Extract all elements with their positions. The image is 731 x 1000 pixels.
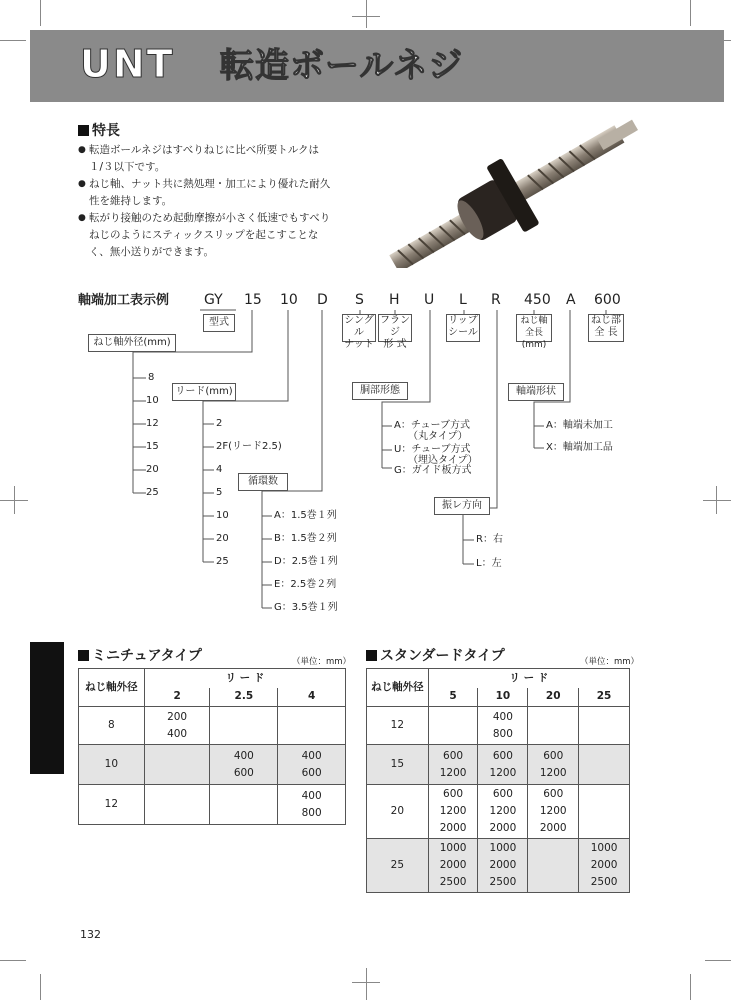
mini-cell: 400 600 [278, 745, 346, 785]
mini-cell [278, 707, 346, 745]
mini-cell [210, 785, 278, 825]
single-nut-label: シングル ナット [342, 314, 376, 342]
standard-lead: 25 [579, 688, 630, 707]
code-seal: L [459, 292, 467, 308]
standard-cell: 600 1200 [478, 745, 528, 785]
end-option: A：軸端未加工 [546, 420, 613, 431]
standard-cell [579, 785, 630, 839]
mini-cell [144, 785, 210, 825]
code-lead: 10 [280, 292, 298, 308]
circuits-option: B：1.5巻２列 [274, 533, 337, 544]
code-shaft-length: 450 [524, 292, 551, 308]
standard-cell: 600 1200 [528, 745, 579, 785]
standard-cell: 600 1200 [428, 745, 478, 785]
total-length-label: ねじ部 全 長 [588, 314, 624, 342]
mini-cell [210, 707, 278, 745]
features-heading: 特長 [78, 122, 120, 140]
code-body: U [424, 292, 435, 308]
mini-diameter: 10 [79, 745, 145, 785]
standard-unit: （単位：mm） [580, 657, 640, 667]
mini-lead-header: リ ー ド [144, 669, 345, 688]
end-option: X：軸端加工品 [546, 442, 613, 453]
body-option: A：チューブ方式 [394, 420, 471, 431]
standard-cell [579, 707, 630, 745]
mini-diameter: 12 [79, 785, 145, 825]
lead-option: 10 [216, 510, 229, 521]
hand-option: L：左 [476, 558, 502, 569]
brand-logo: UNT [80, 42, 175, 86]
body-option: G：ガイド板方式 [394, 465, 472, 476]
code-series: GY [204, 292, 223, 308]
standard-lead: 10 [478, 688, 528, 707]
code-circuits: D [317, 292, 328, 308]
feature-item: ● ねじ軸、ナット共に熱処理・加工により優れた耐久性を維持します。 [78, 176, 333, 210]
diameter-label: ねじ軸外径(mm) [88, 334, 176, 352]
standard-cell [428, 707, 478, 745]
circuits-label: 循環数 [238, 473, 288, 491]
flange-label: フランジ 形 式 [380, 315, 410, 350]
lead-option: 25 [216, 556, 229, 567]
standard-diameter: 15 [367, 745, 429, 785]
diameter-option: 8 [148, 372, 155, 383]
circuits-option: A：1.5巻１列 [274, 510, 337, 521]
diameter-option: 12 [146, 418, 159, 429]
diameter-option: 10 [146, 395, 159, 406]
mini-cell: 400 800 [278, 785, 346, 825]
diameter-option: 25 [146, 487, 159, 498]
standard-cell: 600 1200 2000 [428, 785, 478, 839]
table-row [367, 785, 630, 839]
circuits-option: E：2.5巻２列 [274, 579, 337, 590]
hand-label: 振レ方向 [434, 497, 490, 515]
lead-option: 2 [216, 418, 223, 429]
mini-cell: 400 600 [210, 745, 278, 785]
feature-item: ● 転がり接触のため起動摩擦が小さく低速でもすべりねじのようにスティックスリップを起こすことなく、無小送りができます。 [78, 210, 333, 261]
standard-cell [579, 745, 630, 785]
lead-option: 4 [216, 464, 223, 475]
code-nut: S [355, 292, 364, 308]
mini-lead: 2 [144, 688, 210, 707]
code-total-length: 600 [594, 292, 621, 308]
table-row [367, 707, 630, 745]
code-hand: R [491, 292, 501, 308]
mini-cell: 200 400 [144, 707, 210, 745]
circuits-option: D：2.5巻１列 [274, 556, 338, 567]
lead-option: 2F(リード2.5) [216, 441, 282, 452]
lead-option: 20 [216, 533, 229, 544]
circuits-option: G：3.5巻１列 [274, 602, 338, 613]
table-row [79, 785, 346, 825]
standard-diameter: 12 [367, 707, 429, 745]
mini-lead: 2.5 [210, 688, 278, 707]
page-title: 転造ボールネジ [220, 46, 464, 86]
lead-option: 5 [216, 487, 223, 498]
end-label: 軸端形状 [508, 383, 564, 401]
shaft-length-label: ねじ軸 全長(mm) [516, 314, 552, 342]
body-option-note: （埋込タイプ） [408, 455, 478, 466]
code-end: A [566, 292, 576, 308]
table-row [79, 707, 346, 745]
standard-cell: 1000 2000 2500 [579, 839, 630, 893]
page-number: 132 [80, 928, 101, 941]
table-row [367, 839, 630, 893]
code-diameter: 15 [244, 292, 262, 308]
standard-cell: 400 800 [478, 707, 528, 745]
standard-cell [528, 707, 579, 745]
mini-row-header: ねじ軸外径 [79, 669, 145, 707]
mini-heading: ミニチュアタイプ [78, 647, 202, 665]
hand-option: R：右 [476, 534, 503, 545]
standard-diameter: 25 [367, 839, 429, 893]
lead-label: リード(mm) [172, 383, 236, 401]
standard-lead: 20 [528, 688, 579, 707]
code-flange: H [389, 292, 400, 308]
standard-lead: 5 [428, 688, 478, 707]
mini-unit: （単位：mm） [292, 657, 352, 667]
standard-lead-header: リ ー ド [428, 669, 629, 688]
mini-diameter: 8 [79, 707, 145, 745]
diameter-option: 20 [146, 464, 159, 475]
designation-heading: 軸端加工表示例 [78, 293, 170, 308]
diameter-option: 15 [146, 441, 159, 452]
table-row [367, 745, 630, 785]
standard-cell [528, 839, 579, 893]
mini-table [78, 668, 346, 825]
model-label: 型式 [203, 314, 235, 332]
standard-heading: スタンダードタイプ [366, 647, 505, 665]
standard-table [366, 668, 630, 893]
body-option: U：チューブ方式 [394, 444, 471, 455]
standard-cell: 600 1200 2000 [528, 785, 579, 839]
standard-cell: 600 1200 2000 [478, 785, 528, 839]
standard-diameter: 20 [367, 785, 429, 839]
lip-seal-label: リップ シール [446, 314, 480, 342]
body-label: 胴部形態 [352, 382, 408, 400]
mini-lead: 4 [278, 688, 346, 707]
mini-cell [144, 745, 210, 785]
body-option-note: （丸タイプ） [408, 431, 468, 442]
feature-item: ● 転造ボールネジはすべりねじに比べ所要トルクは１/３以下です。 [78, 142, 333, 176]
standard-cell: 1000 2000 2500 [428, 839, 478, 893]
table-row [79, 745, 346, 785]
standard-row-header: ねじ軸外径 [367, 669, 429, 707]
standard-cell: 1000 2000 2500 [478, 839, 528, 893]
